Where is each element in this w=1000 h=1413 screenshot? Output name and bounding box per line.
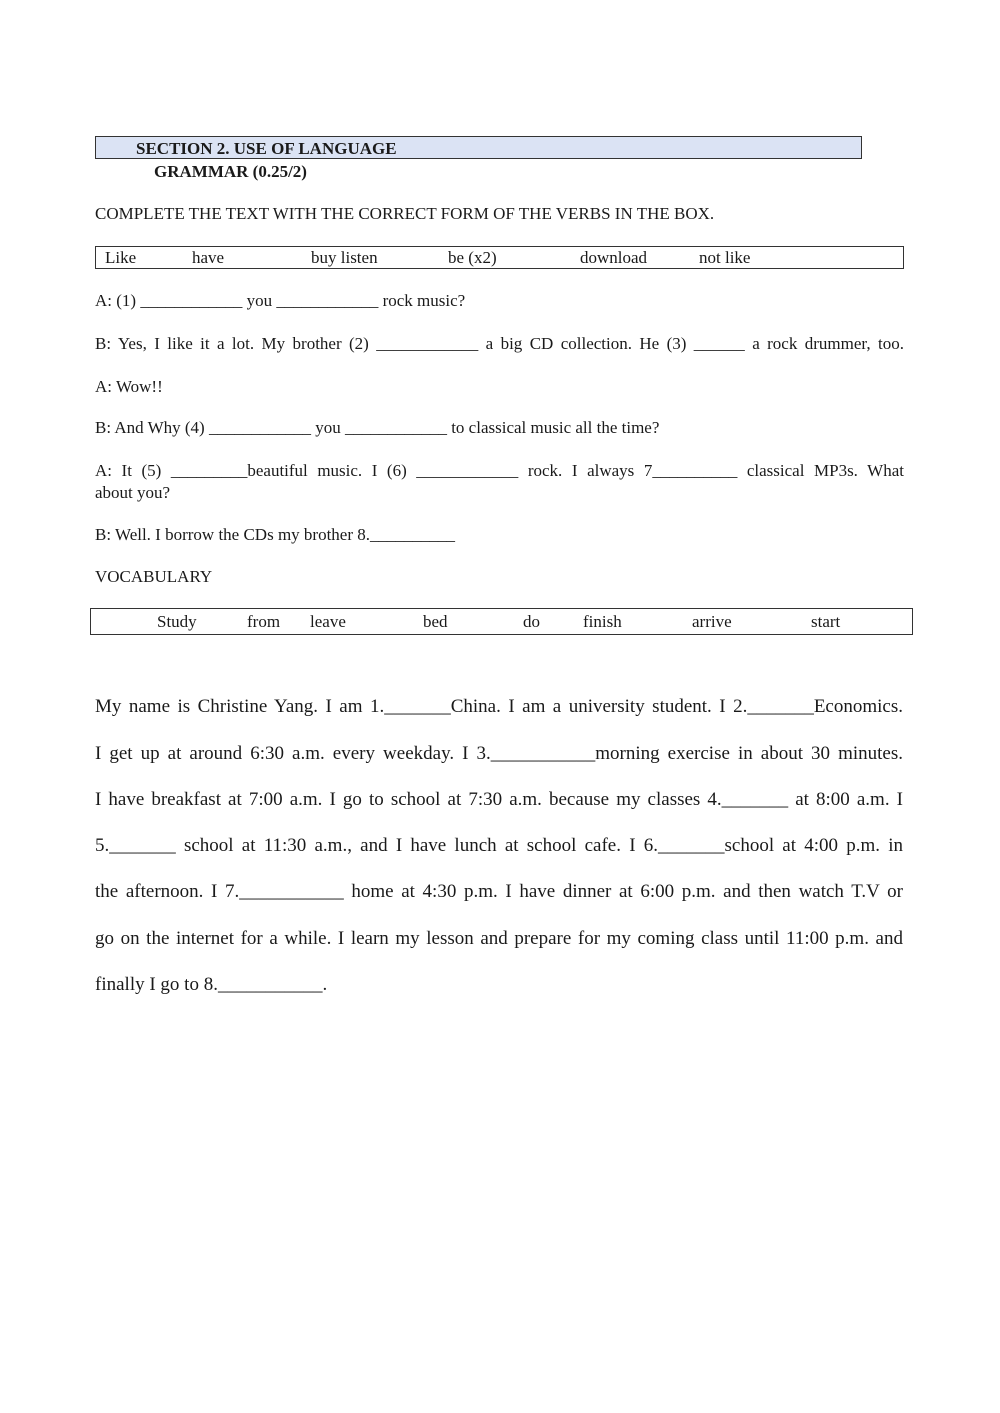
word-box-item: Study: [157, 612, 197, 631]
dialogue-line: A: It (5) _________beautiful music. I (6) ____________ rock. I always 7__________ classical MP3s. What: [95, 461, 904, 480]
word-box-item: from: [247, 612, 281, 631]
grammar-heading: GRAMMAR (0.25/2): [154, 162, 307, 181]
passage-line: I get up at around 6:30 a.m. every weekday. I 3.___________morning exercise in about 30 minutes.: [95, 743, 903, 764]
word-box-item: be (x2): [448, 248, 497, 267]
word-box-item: start: [811, 612, 841, 631]
section-title: SECTION 2. USE OF LANGUAGE: [136, 139, 397, 158]
word-box-item: bed: [423, 612, 448, 631]
dialogue-line: B: Yes, I like it a lot. My brother (2) ____________ a big CD collection. He (3) ______ a rock drummer, too.: [95, 334, 904, 353]
grammar-instruction: COMPLETE THE TEXT WITH THE CORRECT FORM OF THE VERBS IN THE BOX.: [95, 204, 715, 223]
word-box-item: have: [192, 248, 225, 267]
passage-line: finally I go to 8.___________.: [95, 974, 328, 995]
vocabulary-word-box: [90, 608, 913, 635]
dialogue-line: about you?: [95, 483, 171, 502]
passage-line: 5._______ school at 11:30 a.m., and I have lunch at school cafe. I 6._______school at 4:00 p.m. in: [95, 835, 903, 856]
dialogue-line: A: Wow!!: [95, 377, 163, 396]
word-box-item: not like: [699, 248, 751, 267]
word-box-item: buy listen: [311, 248, 378, 267]
passage-line: I have breakfast at 7:00 a.m. I go to school at 7:30 a.m. because my classes 4._______ at 8:00 a.m. I: [95, 789, 903, 810]
passage-line: go on the internet for a while. I learn my lesson and prepare for my coming class until 11:00 p.m. and: [95, 928, 903, 949]
grammar-word-box: [95, 246, 904, 269]
word-box-item: finish: [583, 612, 622, 631]
passage-line: My name is Christine Yang. I am 1._______China. I am a university student. I 2._______Economics.: [95, 696, 903, 717]
section-header-bar: [95, 136, 862, 159]
dialogue-line: B: And Why (4) ____________ you ____________ to classical music all the time?: [95, 418, 660, 437]
word-box-item: do: [523, 612, 540, 631]
word-box-item: download: [580, 248, 648, 267]
passage-line: the afternoon. I 7.___________ home at 4:30 p.m. I have dinner at 6:00 p.m. and then watch T.V or: [95, 881, 903, 902]
dialogue-line: B: Well. I borrow the CDs my brother 8.__________: [95, 525, 456, 544]
word-box-item: arrive: [692, 612, 732, 631]
vocabulary-heading: VOCABULARY: [95, 567, 213, 586]
dialogue-line: A: (1) ____________ you ____________ rock music?: [95, 291, 466, 310]
word-box-item: Like: [105, 248, 137, 267]
word-box-item: leave: [310, 612, 346, 631]
